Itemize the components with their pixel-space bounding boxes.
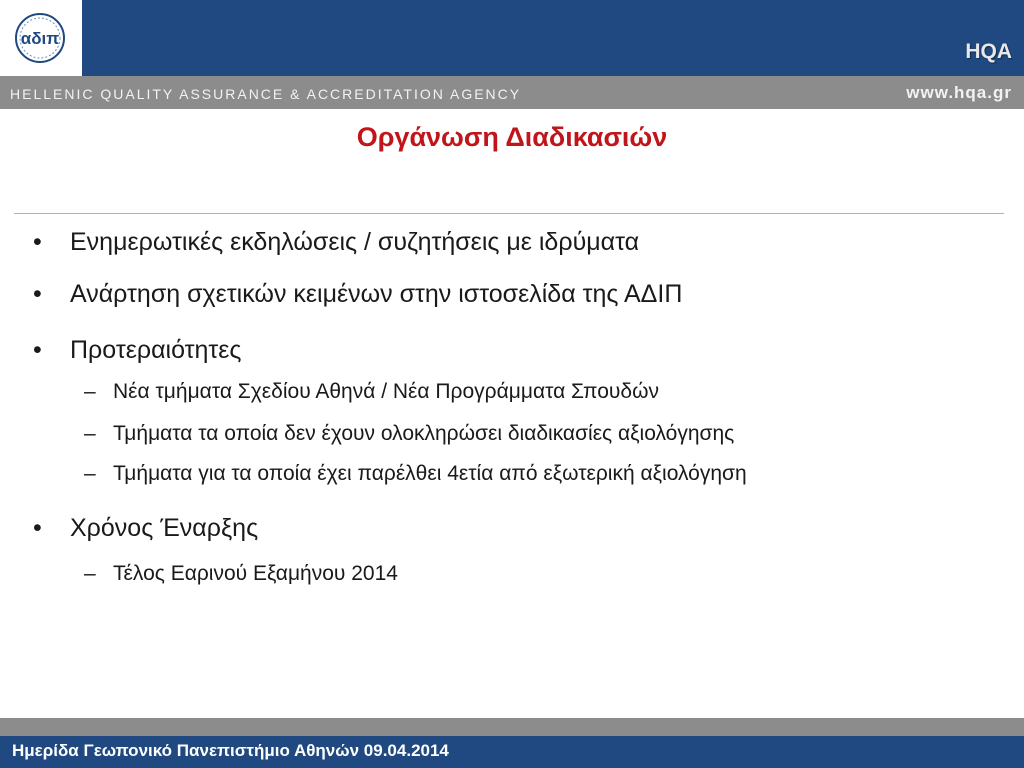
agency-name: HELLENIC QUALITY ASSURANCE & ACCREDITATION AGENCY — [10, 86, 522, 102]
bullet-text: Ανάρτηση σχετικών κειμένων στην ιστοσελίδα της ΑΔΙΠ — [70, 280, 683, 308]
sub-bullet-mark: – — [84, 422, 96, 445]
sub-bullet-text: Τμήματα για τα οποία έχει παρέλθει 4ετία από εξωτερική αξιολόγηση — [113, 462, 747, 485]
logo-text: αδιπ — [20, 29, 60, 48]
bullet-text: Χρόνος Έναρξης — [70, 514, 259, 542]
bullet-item — [33, 280, 682, 309]
bullet-mark: • — [33, 280, 42, 308]
adip-logo-icon — [4, 12, 76, 64]
sub-bullet-item — [84, 422, 734, 446]
sub-bullet-mark: – — [84, 562, 96, 585]
bullet-item — [33, 336, 241, 365]
footer-text: Ημερίδα Γεωπονικό Πανεπιστήμιο Αθηνών 09.04.2014 — [12, 741, 449, 760]
bullet-item — [33, 514, 258, 543]
title-divider — [14, 213, 1004, 214]
sub-bullet-text: Τμήματα τα οποία δεν έχουν ολοκληρώσει διαδικασίες αξιολόγησης — [113, 422, 735, 445]
slide-title: Οργάνωση Διαδικασιών — [356, 122, 668, 152]
logo — [0, 0, 82, 76]
footer-strip — [0, 718, 1024, 736]
bullet-text: Προτεραιότητες — [70, 336, 242, 364]
sub-bullet-item — [84, 562, 398, 586]
agency-bar — [0, 76, 1024, 109]
bullet-mark: • — [33, 336, 42, 364]
brand-label: HQA — [965, 40, 1012, 63]
sub-bullet-mark: – — [84, 462, 96, 485]
sub-bullet-item — [84, 462, 747, 486]
bullet-mark: • — [33, 514, 42, 542]
header-bar — [0, 0, 1024, 76]
bullet-item — [33, 228, 639, 257]
sub-bullet-text: Νέα τμήματα Σχεδίου Αθηνά / Νέα Προγράμματα Σπουδών — [113, 380, 659, 403]
sub-bullet-text: Τέλος Εαρινού Εξαμήνου 2014 — [113, 562, 398, 585]
website-link[interactable]: www.hqa.gr — [906, 83, 1012, 102]
bullet-mark: • — [33, 228, 42, 256]
bullet-text: Ενημερωτικές εκδηλώσεις / συζητήσεις με ιδρύματα — [70, 228, 640, 256]
sub-bullet-mark: – — [84, 380, 96, 403]
footer-bar — [0, 736, 1024, 768]
sub-bullet-item — [84, 380, 659, 404]
